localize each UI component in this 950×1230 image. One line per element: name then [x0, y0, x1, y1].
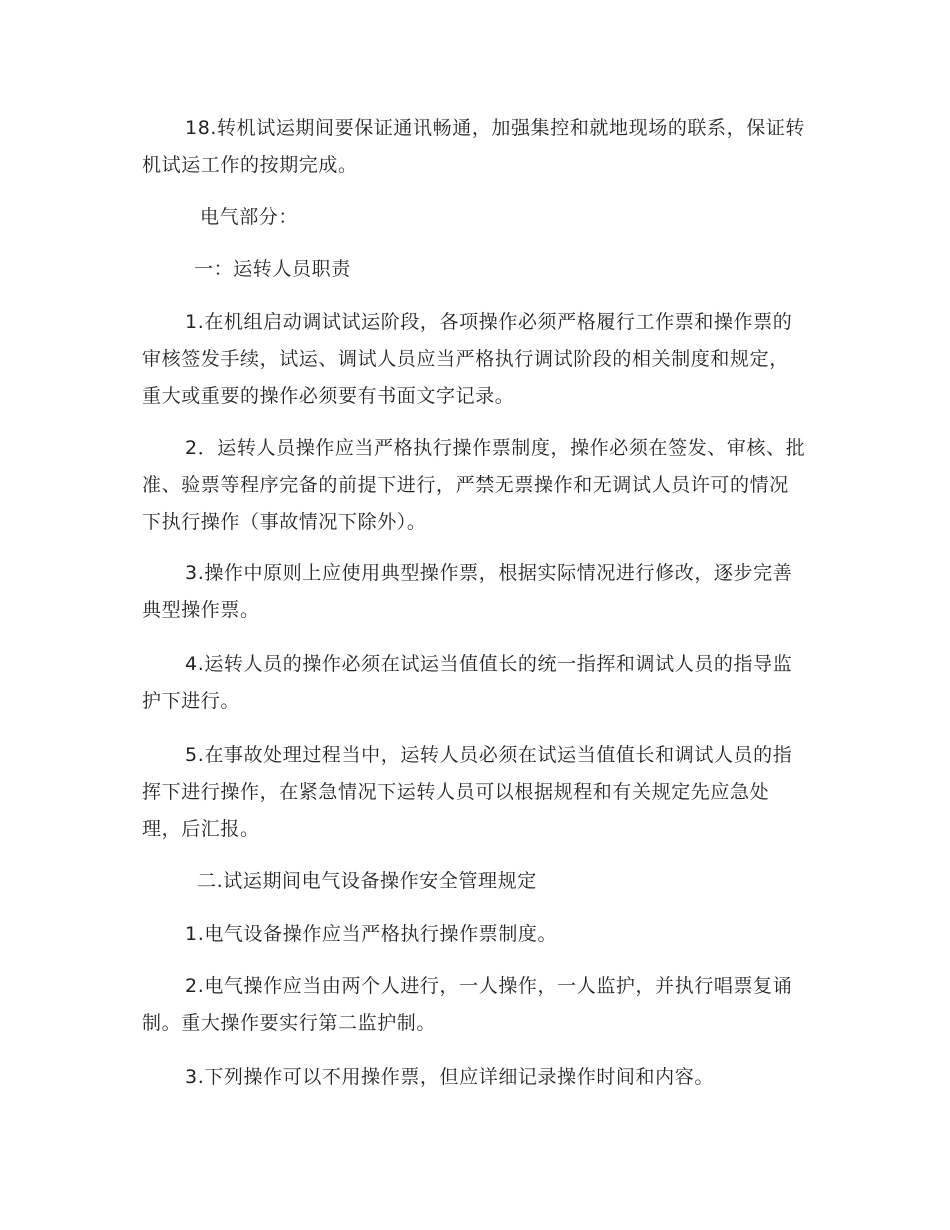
- paragraph-18-communication: 18.转机试运期间要保证通讯畅通，加强集控和就地现场的联系，保证转机试运工作的按期完成。: [142, 117, 806, 176]
- paragraph-rule-3: 3.下列操作可以不用操作票，但应详细记录操作时间和内容。: [185, 1066, 714, 1088]
- paragraph-duty-3: 3.操作中原则上应使用典型操作票，根据实际情况进行修改，逐步完善典型操作票。: [142, 562, 793, 621]
- section-heading-safety-rules: 二.试运期间电气设备操作安全管理规定: [197, 870, 537, 892]
- section-heading-electrical: 电气部分：: [200, 206, 299, 228]
- paragraph-rule-2: 2.电气操作应当由两个人进行，一人操作，一人监护，并执行唱票复诵制。重大操作要实行第二监护制。: [142, 975, 793, 1034]
- paragraph-duty-2: 2．运转人员操作应当严格执行操作票制度，操作必须在签发、审核、批准、验票等程序完备的前提下进行，严禁无票操作和无调试人员许可的情况下执行操作（事故情况下除外）。: [142, 437, 806, 533]
- paragraph-duty-4: 4.运转人员的操作必须在试运当值值长的统一指挥和调试人员的指导监护下进行。: [142, 653, 793, 712]
- paragraph-duty-1: 1.在机组启动调试试运阶段，各项操作必须严格履行工作票和操作票的审核签发手续，试运、调试人员应当严格执行调试阶段的相关制度和规定，重大或重要的操作必须要有书面文字记录。: [142, 311, 793, 407]
- paragraph-duty-5: 5.在事故处理过程当中，运转人员必须在试运当值值长和调试人员的指挥下进行操作，在紧急情况下运转人员可以根据规程和有关规定先应急处理，后汇报。: [142, 744, 793, 840]
- paragraph-rule-1: 1.电气设备操作应当严格执行操作票制度。: [185, 923, 558, 945]
- section-heading-operator-duties: 一：运转人员职责: [194, 258, 351, 280]
